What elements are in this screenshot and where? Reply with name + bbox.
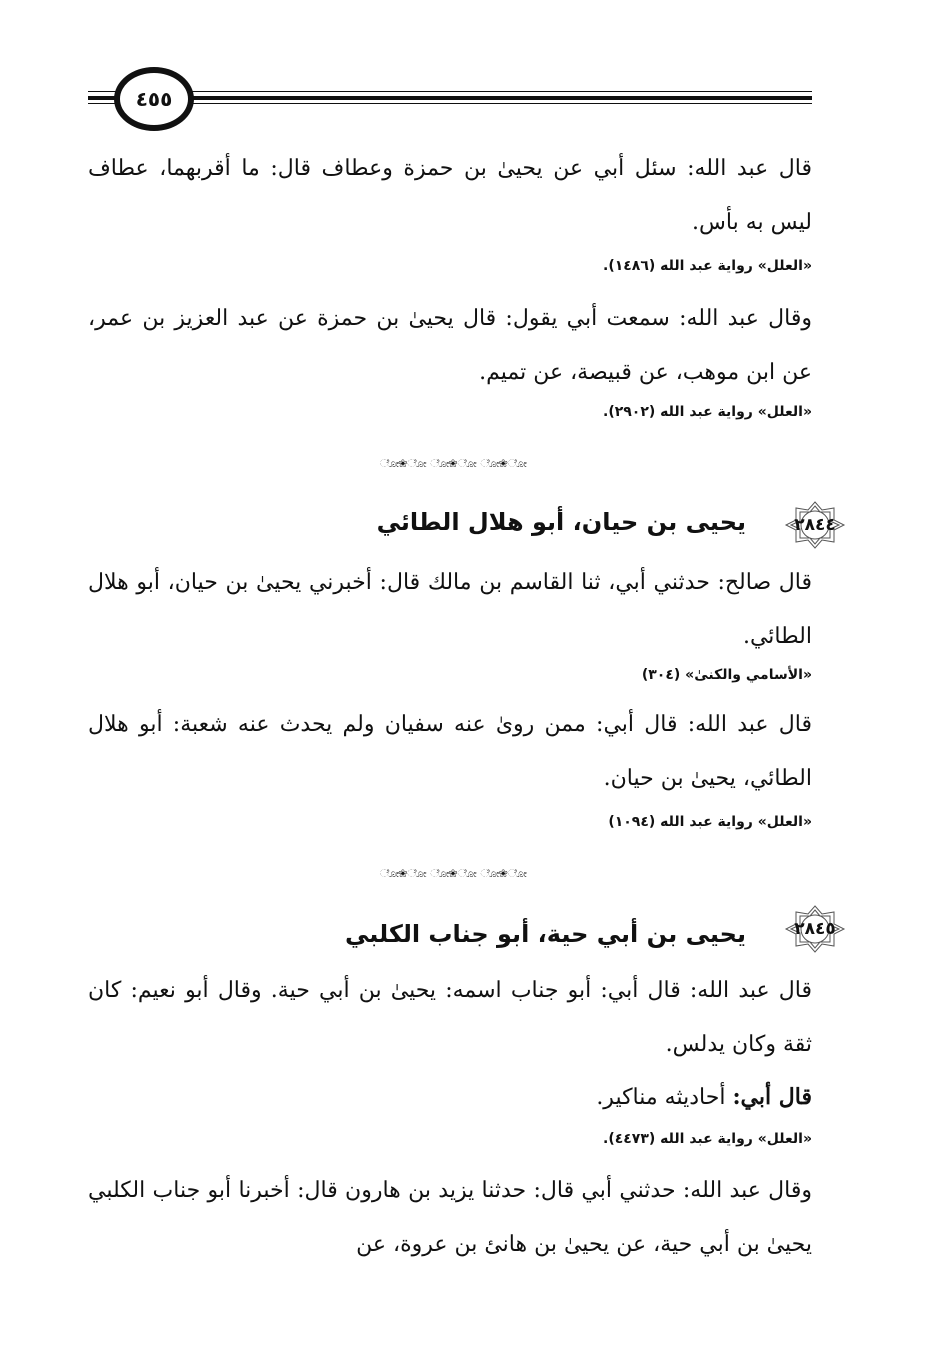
header-rule-main (88, 96, 812, 100)
ornament-glyph: ೋ❀ೋ (380, 457, 426, 470)
entry-number: ٢٨٤٥ (794, 919, 836, 939)
entry-title: يحيى بن حيان، أبو هلال الطائي (376, 508, 746, 536)
source-citation-5: «العلل» رواية عبد الله (٤٤٧٣). (603, 1131, 812, 1147)
ornament-divider-2 (380, 868, 526, 880)
ornament-divider-1 (380, 458, 526, 470)
source-citation-2: «العلل» رواية عبد الله (٢٩٠٢). (603, 404, 812, 420)
source-citation-1: «العلل» رواية عبد الله (١٤٨٦). (603, 258, 812, 274)
ornament-glyph: ೋ❀ೋ (380, 867, 426, 880)
paragraph-1: قال عبد الله: سئل أبي عن يحيىٰ بن حمزة وعطاف قال: ما أقربهما، عطاف ليس به بأس. (88, 156, 812, 235)
paragraph-7: وقال عبد الله: حدثني أبي قال: حدثنا يزيد بن هارون قال: أخبرنا أبو جناب الكلبي يحيىٰ بن أبي حية، عن يحيىٰ بن هانئ بن عروة، عن (88, 1178, 812, 1257)
source-citation-3: «الأسامي والكنىٰ» (٣٠٤) (641, 667, 812, 683)
entry-number: ٢٨٤٤ (794, 515, 836, 535)
entry-title: يحيى بن أبي حية، أبو جناب الكلبي (345, 920, 746, 948)
paragraph-6 (596, 1070, 812, 1125)
page-number: ٤٥٥ (114, 67, 194, 131)
entry-number-badge (784, 500, 846, 550)
header-rule-top (88, 91, 812, 92)
paragraph-5: قال عبد الله: قال أبي: أبو جناب اسمه: يحيىٰ بن أبي حية. وقال أبو نعيم: كان ثقة وكان يدلس. (88, 978, 812, 1057)
source-citation-4: «العلل» رواية عبد الله (١٠٩٤) (608, 814, 812, 830)
paragraph-3: قال صالح: حدثني أبي، ثنا القاسم بن مالك قال: أخبرني يحيىٰ بن حيان، أبو هلال الطائي. (88, 570, 812, 649)
entry-number-badge (784, 904, 846, 954)
paragraph-6-lead: قال أبي: (732, 1084, 812, 1110)
paragraph-6-text: أحاديثه مناكير. (596, 1085, 733, 1110)
paragraph-2: وقال عبد الله: سمعت أبي يقول: قال يحيىٰ بن حمزة عن عبد العزيز بن عمر، عن ابن موهب، عن قبيصة، عن تميم. (88, 306, 812, 385)
ornament-glyph: ೋ❀ೋ (430, 457, 476, 470)
header-rule-bottom (88, 103, 812, 104)
paragraph-4: قال عبد الله: قال أبي: ممن روىٰ عنه سفيان ولم يحدث عنه شعبة: أبو هلال الطائي، يحيىٰ بن حيان. (88, 712, 812, 791)
ornament-glyph: ೋ❀ೋ (430, 867, 476, 880)
ornament-glyph: ೋ❀ೋ (480, 867, 526, 880)
ornament-glyph: ೋ❀ೋ (480, 457, 526, 470)
